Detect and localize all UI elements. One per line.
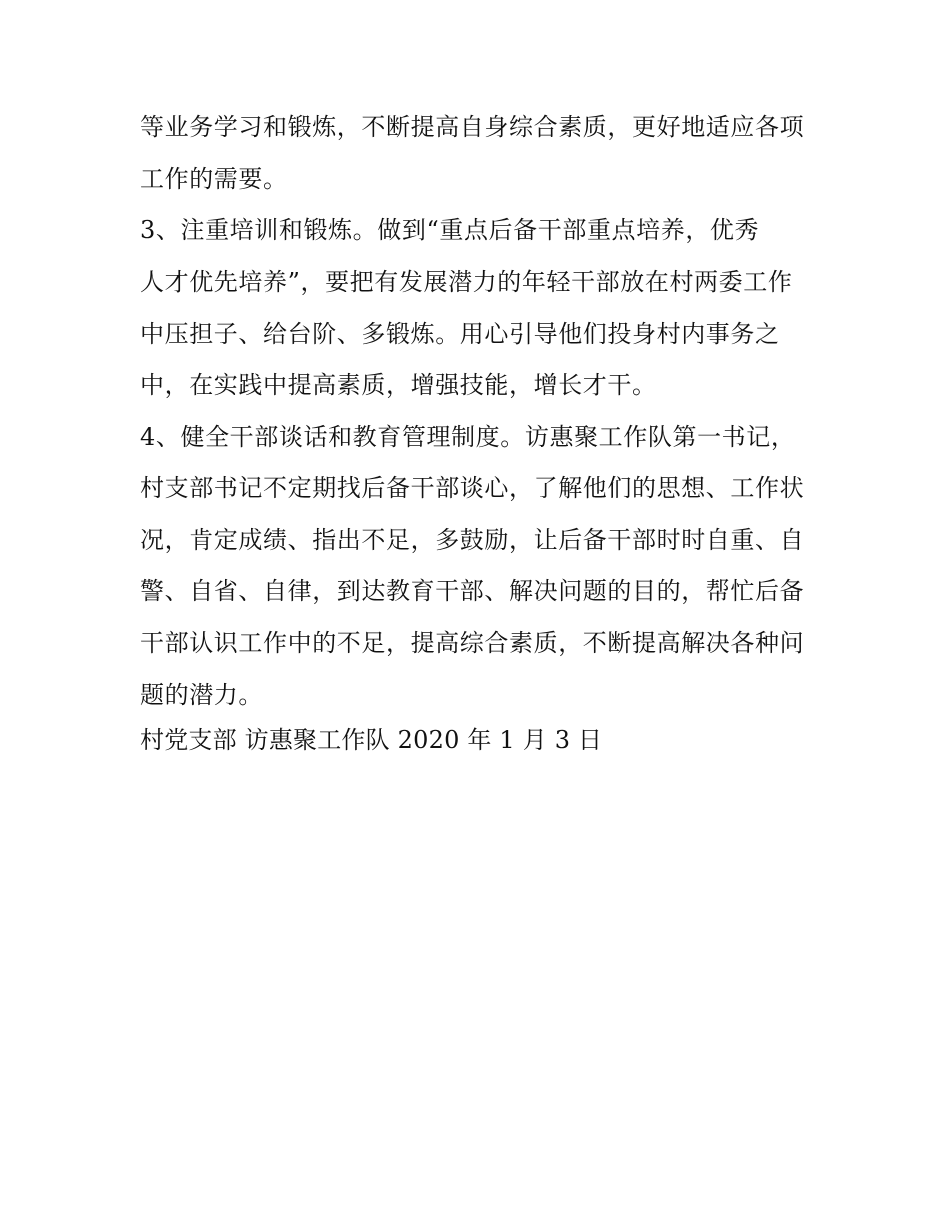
signature-line: 村党支部 访惠聚工作队 2020 年 1 月 3 日 [140, 726, 603, 754]
paragraph-line: 工作的需要。 [140, 165, 288, 193]
paragraph-line: 干部认识工作中的不足，提高综合素质，不断提高解决各种问 [140, 629, 805, 657]
paragraph-line: 况，肯定成绩、指出不足，多鼓励，让后备干部时时自重、自 [140, 526, 805, 554]
paragraph-line: 中，在实践中提高素质，增强技能，增长才干。 [140, 371, 657, 399]
paragraph-line: 村支部书记不定期找后备干部谈心，了解他们的思想、工作状 [140, 474, 805, 502]
paragraph-line: 3、注重培训和锻炼。做到“重点后备干部重点培养，优秀 [140, 216, 760, 244]
paragraph-line: 人才优先培养”，要把有发展潜力的年轻干部放在村两委工作 [140, 268, 793, 296]
paragraph-line: 4、健全干部谈话和教育管理制度。访惠聚工作队第一书记， [140, 423, 796, 451]
paragraph-line: 警、自省、自律，到达教育干部、解决问题的目的，帮忙后备 [140, 577, 805, 605]
paragraph-line: 等业务学习和锻炼，不断提高自身综合素质，更好地适应各项 [140, 113, 805, 141]
paragraph-line: 中压担子、给台阶、多锻炼。用心引导他们投身村内事务之 [140, 320, 780, 348]
paragraph-line: 题的潜力。 [140, 681, 263, 709]
